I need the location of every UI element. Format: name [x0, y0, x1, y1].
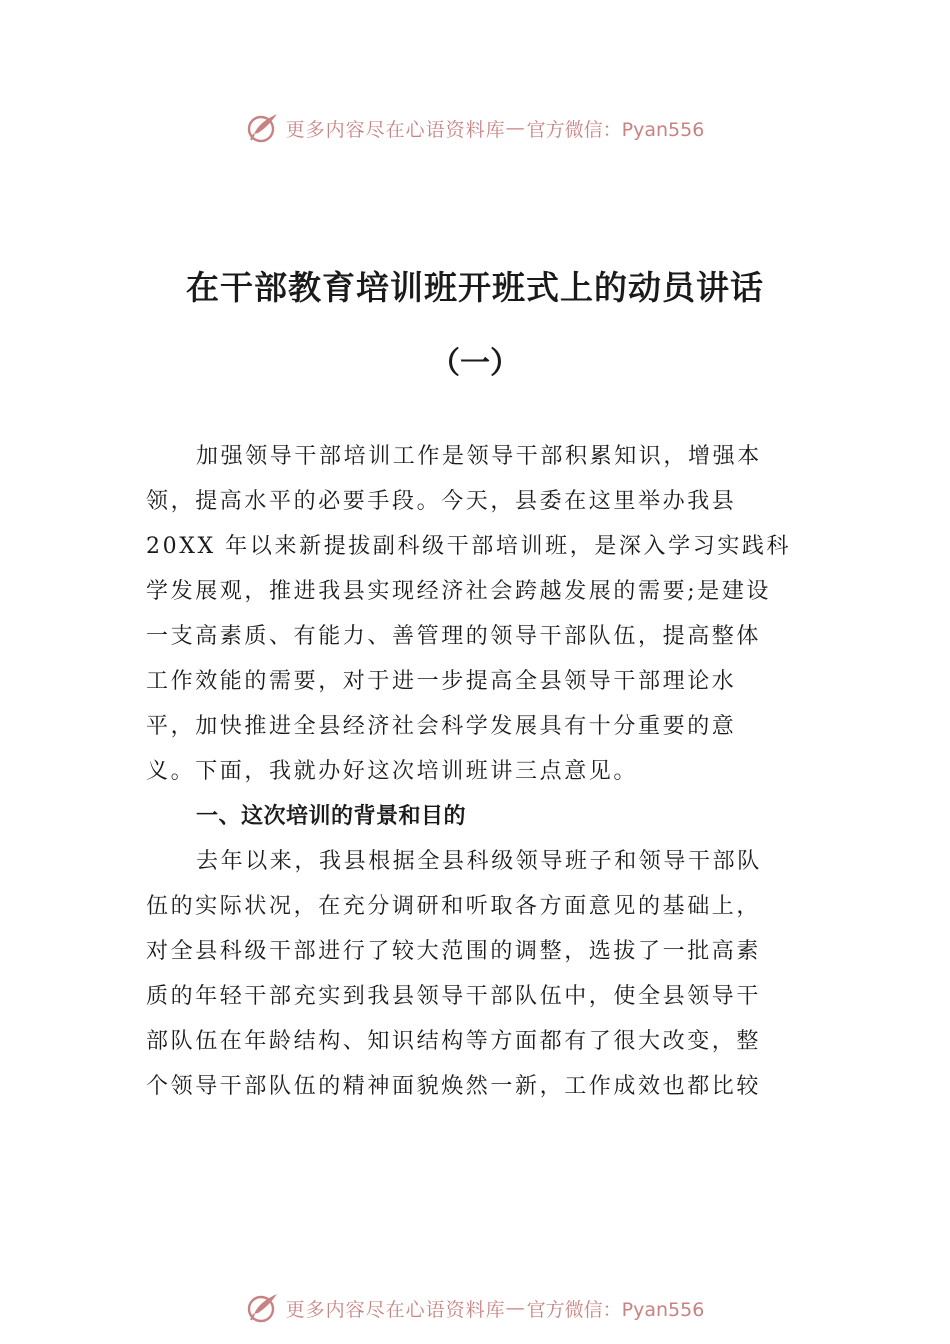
body-line: 平，加快推进全县经济社会科学发展具有十分重要的意 — [146, 714, 737, 739]
document-subtitle: （一） — [430, 346, 520, 381]
watermark-separator: — — [505, 117, 525, 139]
body-line: 伍的实际状况，在充分调研和听取各方面意见的基础上， — [146, 894, 762, 919]
document-body — [146, 434, 792, 1109]
watermark-separator: — — [505, 1297, 525, 1319]
body-line: 部队伍在年龄结构、知识结构等方面都有了很大改变，整 — [146, 1029, 762, 1054]
watermark-wechat-text: 官方微信：Pyan556 — [526, 1298, 705, 1321]
body-line: 学发展观，推进我县实现经济社会跨越发展的需要;是建设 — [146, 579, 772, 604]
body-line: 20XX 年以来新提拔副科级干部培训班，是深入学习实践科 — [146, 534, 792, 559]
body-line: 个领导干部队伍的精神面貌焕然一新，工作成效也都比较 — [146, 1074, 762, 1099]
body-line: 质的年轻干部充实到我县领导干部队伍中，使全县领导干 — [146, 984, 762, 1009]
watermark-brand-text: 更多内容尽在心语资料库 — [285, 118, 506, 141]
body-line: 去年以来，我县根据全县科级领导班子和领导干部队 — [196, 849, 762, 874]
watermark-wechat-text: 官方微信：Pyan556 — [526, 118, 705, 141]
body-line: 对全县科级干部进行了较大范围的调整，选拔了一批高素 — [146, 939, 762, 964]
quill-logo-icon — [246, 1291, 280, 1325]
watermark-banner-top — [0, 108, 950, 148]
document-title: 在干部教育培训班开班式上的动员讲话 — [186, 268, 764, 307]
quill-logo-icon — [246, 111, 280, 145]
body-line: 义。下面，我就办好这次培训班讲三点意见。 — [146, 759, 639, 784]
body-line: 一支高素质、有能力、善管理的领导干部队伍，提高整体 — [146, 624, 762, 649]
body-line: 领，提高水平的必要手段。今天，县委在这里举办我县 — [146, 489, 737, 514]
body-line: 加强领导干部培训工作是领导干部积累知识，增强本 — [196, 444, 762, 469]
body-line: 工作效能的需要，对于进一步提高全县领导干部理论水 — [146, 669, 737, 694]
watermark-brand-text: 更多内容尽在心语资料库 — [285, 1298, 506, 1321]
watermark-banner-bottom — [0, 1288, 950, 1328]
section-heading: 一、这次培训的背景和目的 — [196, 804, 467, 829]
